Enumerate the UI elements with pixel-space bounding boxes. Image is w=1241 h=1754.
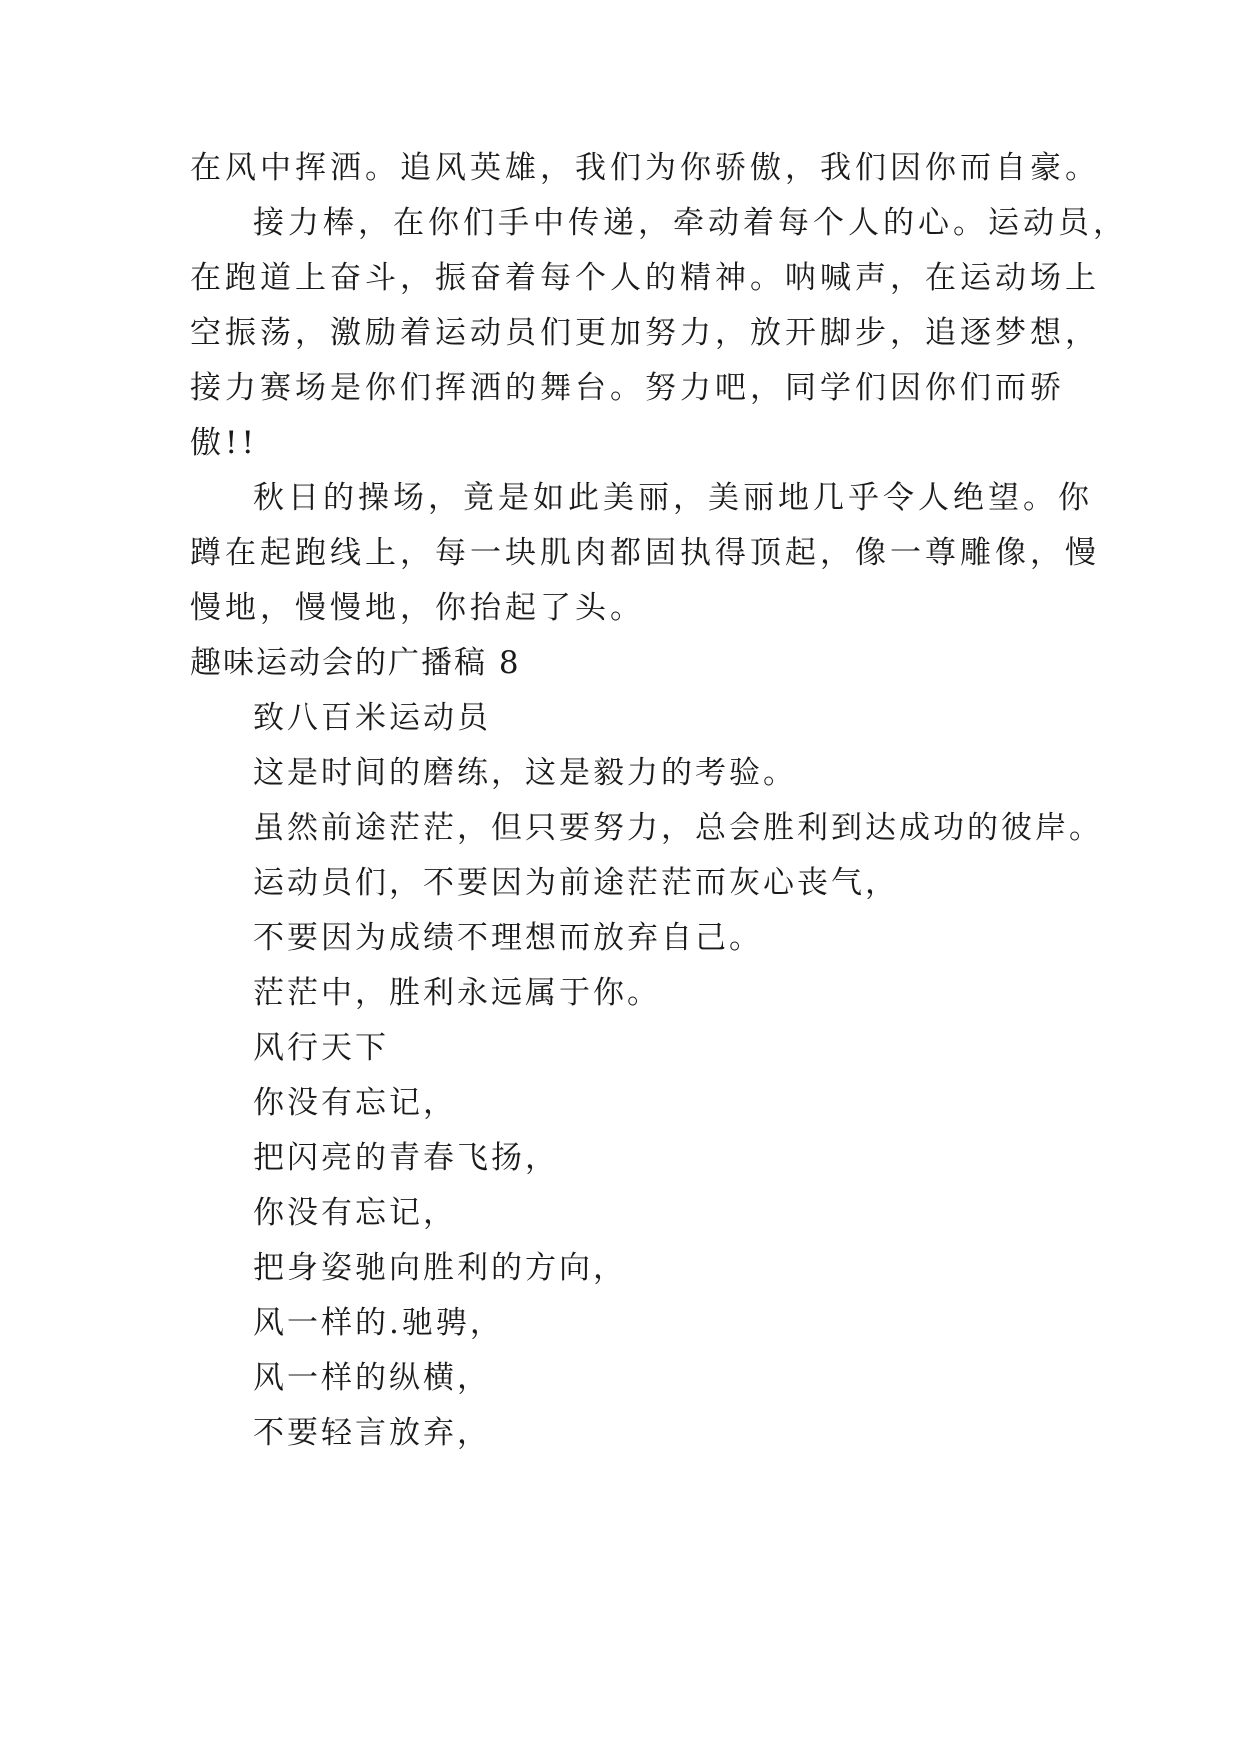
poem-title: 致八百米运动员	[253, 700, 491, 736]
paragraph-line: 接力棒，在你们手中传递，牵动着每个人的心。运动员，	[253, 205, 1128, 241]
paragraph-line: 在风中挥洒。追风英雄，我们为你骄傲，我们因你而自豪。	[190, 150, 1100, 186]
poem-line: 风一样的.驰骋，	[253, 1305, 504, 1341]
poem-line: 运动员们，不要因为前途茫茫而灰心丧气，	[253, 865, 899, 901]
poem-line: 不要轻言放弃，	[253, 1415, 491, 1451]
poem-line: 不要因为成绩不理想而放弃自己。	[253, 920, 763, 956]
poem-line: 这是时间的磨练，这是毅力的考验。	[253, 755, 797, 791]
paragraph-line: 接力赛场是你们挥洒的舞台。努力吧，同学们因你们而骄	[190, 370, 1065, 406]
paragraph-line: 蹲在起跑线上，每一块肌肉都固执得顶起，像一尊雕像，慢	[190, 535, 1100, 571]
poem-title: 风行天下	[253, 1030, 389, 1066]
paragraph-line: 在跑道上奋斗，振奋着每个人的精神。呐喊声，在运动场上	[190, 260, 1100, 296]
paragraph-line: 傲!!	[190, 425, 258, 461]
poem-line: 虽然前途茫茫，但只要努力，总会胜利到达成功的彼岸。	[253, 810, 1103, 846]
poem-line: 把闪亮的青春飞扬，	[253, 1140, 559, 1176]
poem-line: 你没有忘记，	[253, 1085, 457, 1121]
poem-line: 把身姿驰向胜利的方向，	[253, 1250, 627, 1286]
poem-line: 你没有忘记，	[253, 1195, 457, 1231]
section-heading: 趣味运动会的广播稿 8	[190, 645, 521, 681]
paragraph-line: 秋日的操场，竟是如此美丽，美丽地几乎令人绝望。你	[253, 480, 1093, 516]
paragraph-line: 慢地，慢慢地，你抬起了头。	[190, 590, 645, 626]
poem-line: 风一样的纵横，	[253, 1360, 491, 1396]
paragraph-line: 空振荡，激励着运动员们更加努力，放开脚步，追逐梦想，	[190, 315, 1100, 351]
poem-line: 茫茫中，胜利永远属于你。	[253, 975, 661, 1011]
